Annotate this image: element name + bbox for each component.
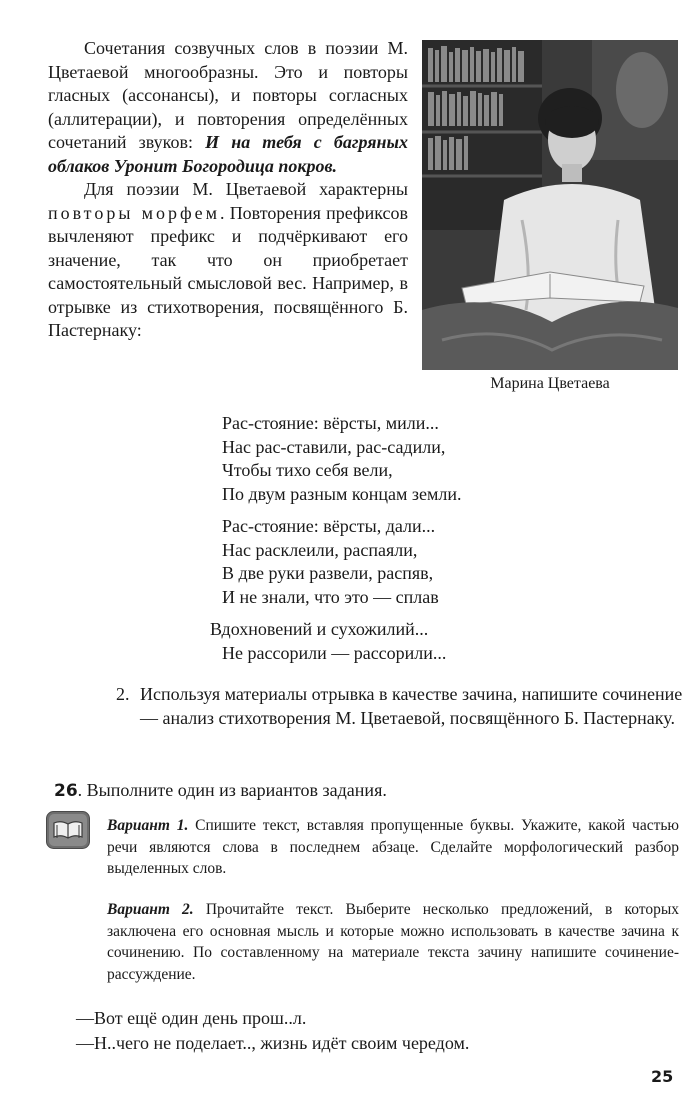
photo-caption: Марина Цветаева <box>490 375 610 392</box>
intro-p2-text-b: . Повторения префиксов вычленяют префикс и подчёркивают его значение, так что он приобретает самостоятельный смысловой вес. Например, в отрывке из стихотворения, посвящённого Б. Пастернаку: <box>48 202 408 340</box>
intro-p1-text: Сочетания созвучных слов в поэзии М. Цветаевой многообразны. Это и повторы гласных (ассонансы), и повторы согласных (аллитерации), и повторения определённых сочетаний звуков: <box>48 38 408 152</box>
intro-text <box>48 37 408 343</box>
intro-p1-quote: И на тебя с багряных облаков Уронит Богородица покров. <box>48 132 408 176</box>
task-item-2 <box>116 683 686 730</box>
dialog-line-2: —Н..чего не поделает.., жизнь идёт своим чередом. <box>76 1032 470 1053</box>
variant-1 <box>107 815 679 880</box>
dialog-text <box>76 1006 469 1055</box>
intro-paragraph-1 <box>48 37 408 178</box>
variant-2-text: Прочитайте текст. Выберите несколько предложений, в которых заключена его основная мысль и которые можно использовать в качестве зачина к сочинению. По составленному на материале текста зачину напишите сочинение-рассуждение. <box>107 901 679 983</box>
poem-line: И не знали, что это — сплав <box>222 586 439 607</box>
poem-stanza-3 <box>210 618 462 665</box>
variant-1-text: Спишите текст, вставляя пропущенные буквы. Укажите, какой частью речи являются слова в последнем абзаце. Сделайте морфологический разбор выделенных слов. <box>107 817 679 877</box>
task-26-heading <box>54 779 674 803</box>
task-item-2-number: 2. <box>116 684 130 704</box>
variant-1-label: Вариант 1. <box>107 817 189 834</box>
poem-line: Нас рас-ставили, рас-садили, <box>222 436 446 457</box>
intro-p2-spaced-term: повторы морфем <box>48 202 221 223</box>
poem-line: Рас-стояние: вёрсты, мили... <box>222 413 439 433</box>
variant-2-label: Вариант 2. <box>107 901 194 918</box>
intro-p2-text-a: Для поэзии М. Цветаевой характерны <box>84 179 408 199</box>
poem-stanza-2 <box>210 515 462 609</box>
variant-2 <box>107 899 679 985</box>
poem-line: В две руки развели, распяв, <box>222 563 434 583</box>
intro-paragraph-2 <box>48 178 408 343</box>
poem-line: Вдохновений и сухожилий... <box>210 619 429 639</box>
poem-line: Не рассорили — рассорили... <box>222 642 447 663</box>
poem-line: Чтобы тихо себя вели, <box>222 460 393 480</box>
poem-line: Нас расклеили, распаяли, <box>222 539 418 560</box>
page-number: 25 <box>651 1067 674 1086</box>
poem-excerpt <box>210 412 462 674</box>
dialog-line-1: —Вот ещё один день прош..л. <box>76 1008 307 1028</box>
book-icon <box>46 811 90 849</box>
task-26-number: 26 <box>54 781 78 801</box>
poem-stanza-1 <box>210 412 462 506</box>
poem-line: Рас-стояние: вёрсты, дали... <box>222 516 436 536</box>
task-item-2-text: Используя материалы отрывка в качестве зачина, напишите сочинение — анализ стихотворения М. Цветаевой, посвящённого Б. Пастернаку. <box>140 684 683 728</box>
portrait-illustration <box>422 40 678 370</box>
portrait-photo <box>422 40 678 370</box>
poem-line: По двум разным концам земли. <box>222 483 462 504</box>
task-26-text: . Выполните один из вариантов задания. <box>77 780 387 800</box>
